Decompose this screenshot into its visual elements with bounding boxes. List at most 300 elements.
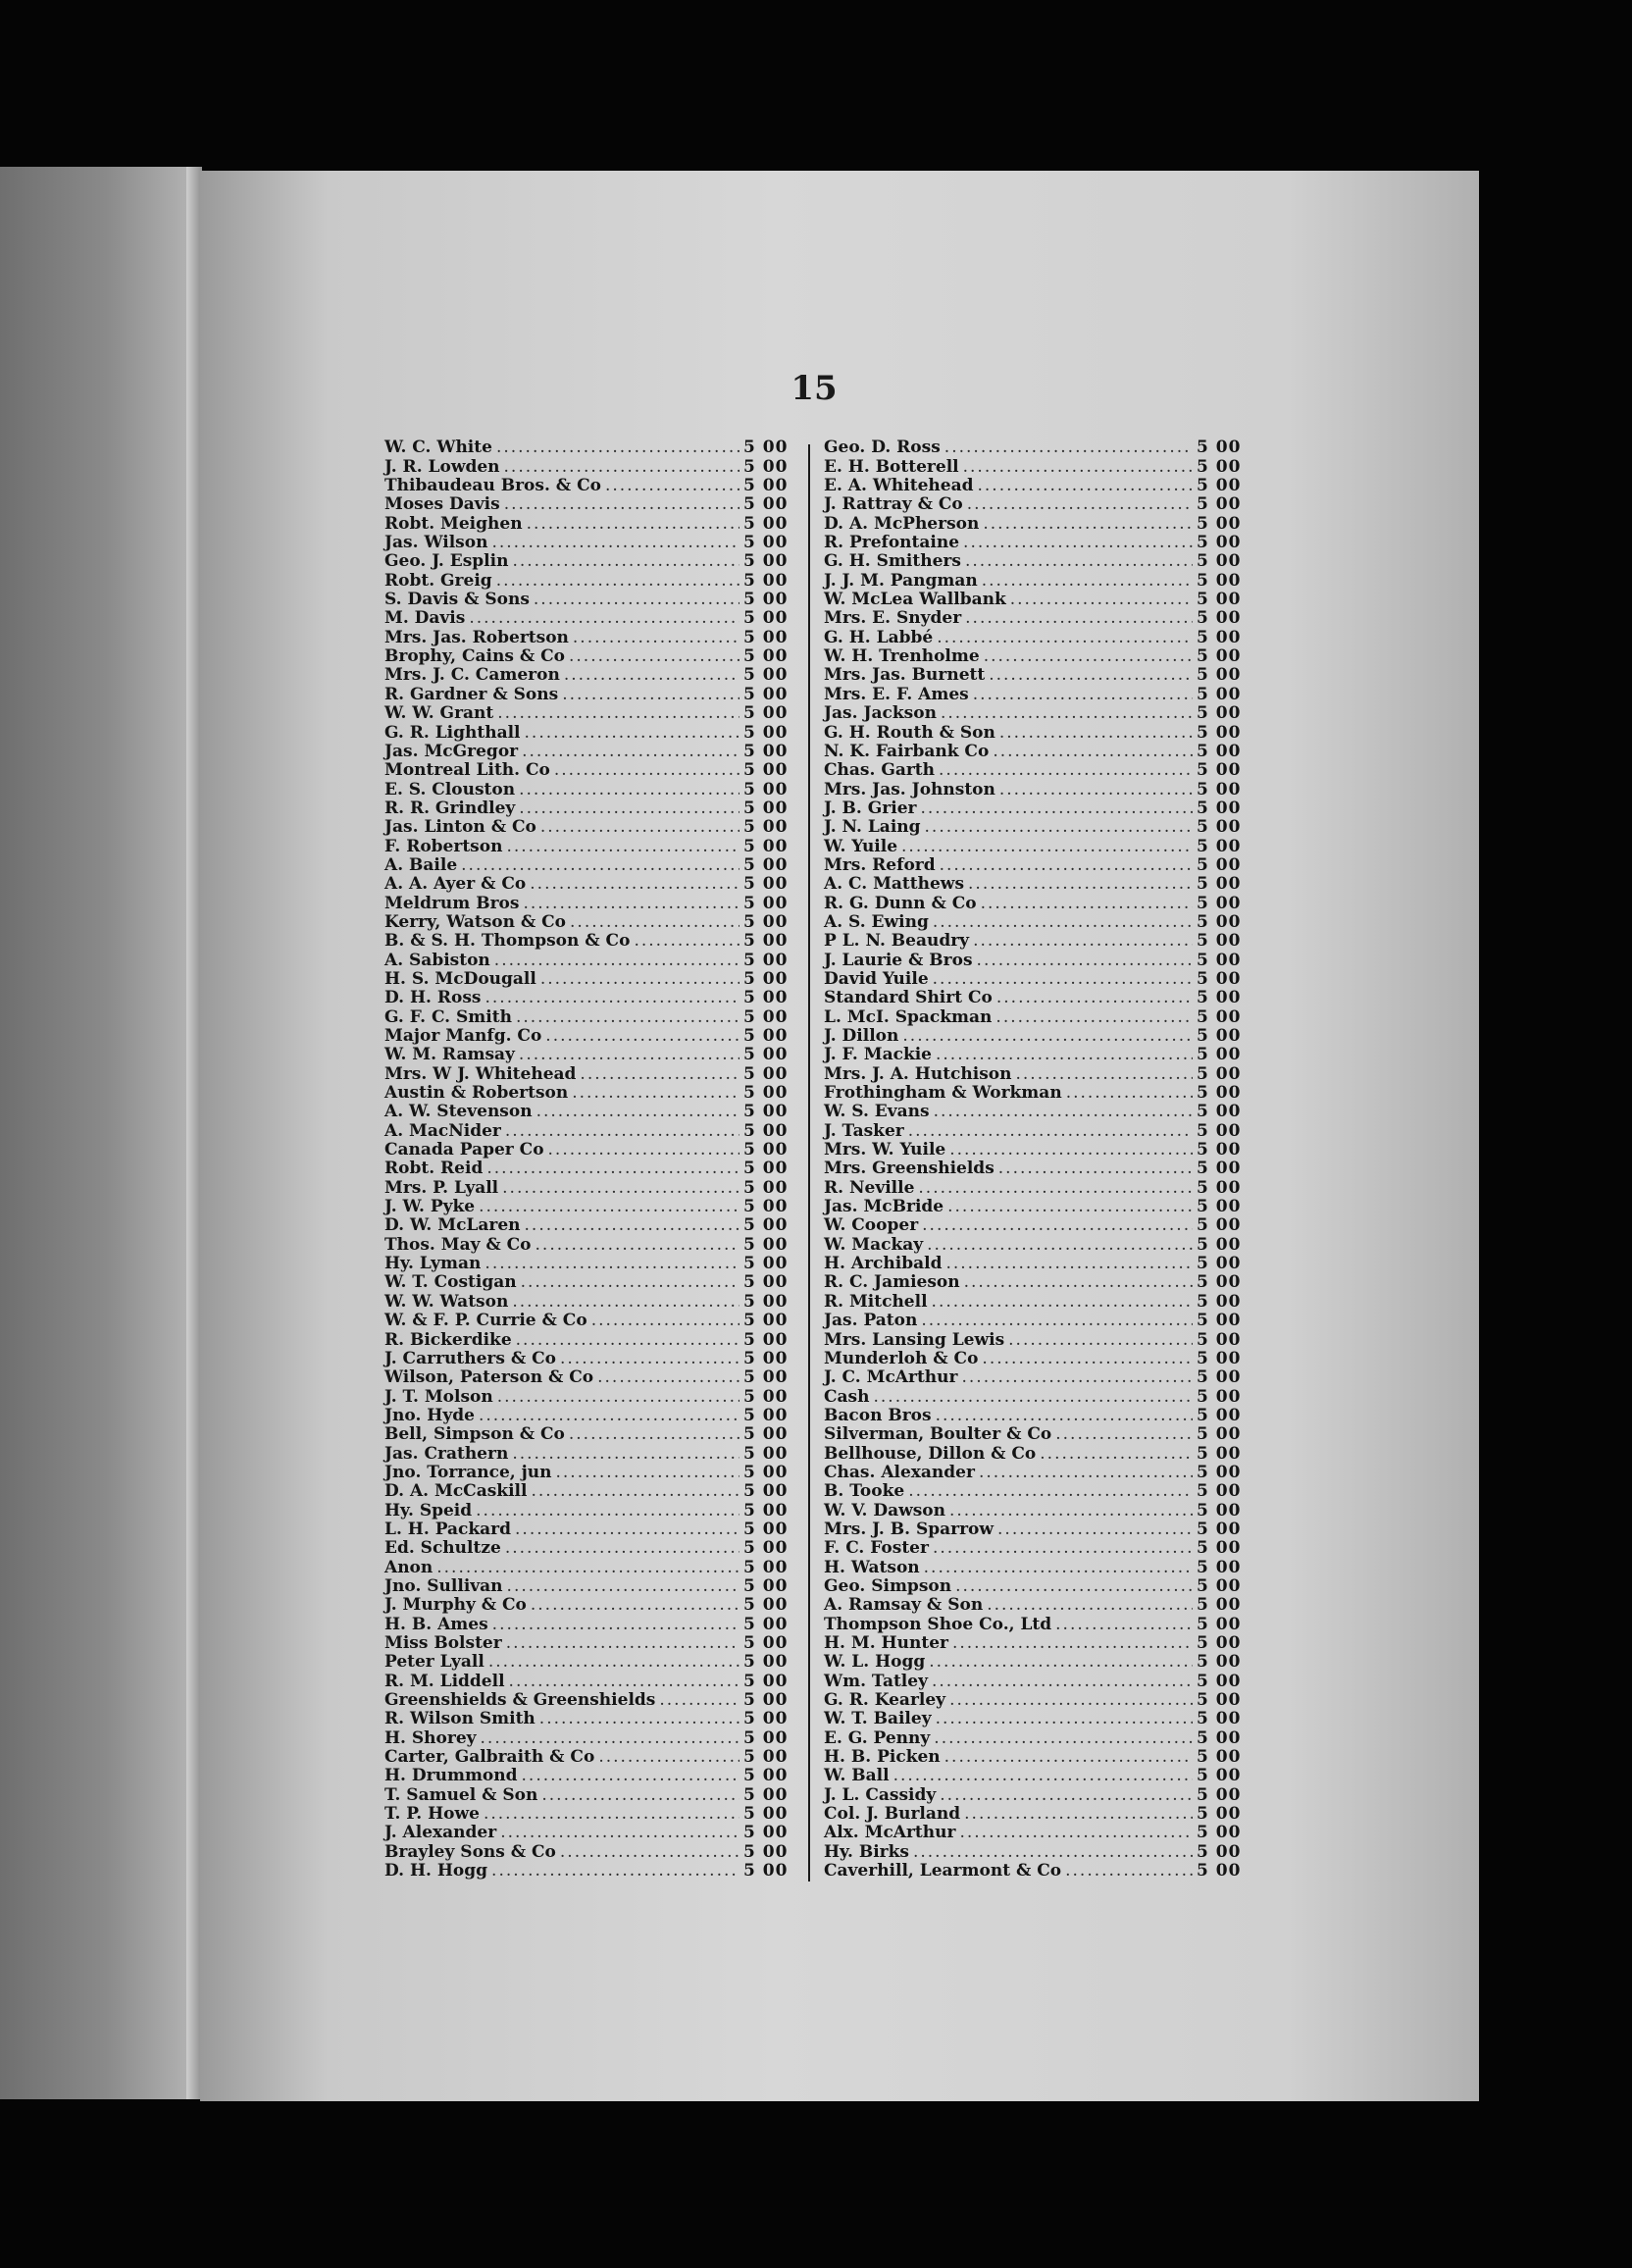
subscriber-name: Mrs. Reford (824, 854, 936, 875)
leader-dots (486, 1160, 740, 1178)
subscriber-row (384, 1444, 787, 1463)
leader-dots (497, 704, 740, 723)
leader-dots (523, 895, 740, 913)
subscription-amount: 5 00 (743, 1690, 789, 1711)
subscriber-name: T. Samuel & Son (384, 1784, 538, 1805)
leader-dots (536, 1236, 740, 1255)
subscription-amount: 5 00 (1197, 1784, 1242, 1805)
leader-dots (525, 1216, 740, 1235)
subscription-amount: 5 00 (1197, 1575, 1242, 1596)
subscriber-name: H. S. McDougall (384, 968, 536, 989)
subscriber-list-right (824, 438, 1240, 1881)
subscriber-name: Bacon Bros (824, 1405, 932, 1425)
leader-dots (996, 989, 1193, 1007)
subscriber-name: W. McLea Wallbank (824, 590, 1006, 610)
leader-dots (525, 724, 740, 743)
leader-dots (913, 1843, 1193, 1862)
leader-dots (949, 1502, 1193, 1521)
subscriber-row (824, 1862, 1240, 1881)
subscriber-row (824, 647, 1240, 666)
subscriber-name: J. B. Grier (824, 798, 917, 818)
leader-dots (999, 781, 1193, 799)
leader-dots (502, 1179, 740, 1198)
subscription-amount: 5 00 (743, 1045, 789, 1065)
leader-dots (569, 1425, 740, 1444)
subscriber-name: Geo. Simpson (824, 1575, 952, 1596)
leader-dots (519, 781, 740, 799)
subscription-amount: 5 00 (743, 1443, 789, 1464)
subscriber-row (824, 1084, 1240, 1103)
leader-dots (936, 1710, 1193, 1728)
subscriber-row (824, 818, 1240, 837)
subscription-amount: 5 00 (743, 533, 789, 553)
leader-dots (572, 1084, 740, 1103)
subscriber-name: Jno. Torrance, jun (384, 1462, 552, 1482)
subscriber-row (824, 685, 1240, 703)
leader-dots (934, 1729, 1193, 1748)
subscription-amount: 5 00 (1197, 911, 1242, 932)
subscription-amount: 5 00 (1197, 1443, 1242, 1464)
subscriber-row (384, 1007, 787, 1026)
subscription-amount: 5 00 (1197, 1841, 1242, 1862)
leader-dots (944, 438, 1193, 457)
subscriber-row (384, 1596, 787, 1615)
leader-dots (506, 838, 740, 856)
subscriber-row (824, 894, 1240, 912)
subscriber-name: N. K. Fairbank Co (824, 741, 990, 761)
subscriber-name: Jas. McGregor (384, 741, 519, 761)
subscriber-name: R. Bickerdike (384, 1329, 512, 1350)
leader-dots (506, 1634, 740, 1653)
leader-dots (922, 1216, 1193, 1235)
subscriber-name: Anon (384, 1557, 434, 1577)
leader-dots (964, 1805, 1193, 1824)
subscriber-row (384, 1728, 787, 1747)
subscriber-name: W. T. Bailey (824, 1709, 932, 1729)
subscriber-name: Bellhouse, Dillon & Co (824, 1443, 1037, 1464)
leader-dots (1008, 1331, 1193, 1350)
subscriber-name: Jas. Jackson (824, 703, 937, 724)
subscriber-row (824, 1596, 1240, 1615)
subscriber-row (384, 1330, 787, 1349)
subscriber-name: W. Cooper (824, 1215, 919, 1236)
leader-dots (937, 629, 1193, 647)
subscriber-name: R. Prefontaine (824, 533, 960, 553)
leader-dots (927, 1236, 1193, 1255)
leader-dots (1065, 1862, 1193, 1881)
subscriber-row (384, 685, 787, 703)
subscriber-name: Mrs. E. F. Ames (824, 684, 969, 704)
leader-dots (491, 1862, 740, 1881)
leader-dots (968, 875, 1193, 894)
subscriber-row (384, 1273, 787, 1292)
subscription-amount: 5 00 (1197, 1140, 1242, 1160)
leader-dots (476, 1502, 740, 1521)
subscriber-name: Wilson, Paterson & Co (384, 1367, 594, 1388)
subscriber-name: Munderloh & Co (824, 1348, 979, 1368)
subscriber-row (824, 1425, 1240, 1444)
subscription-amount: 5 00 (743, 646, 789, 667)
subscriber-row (384, 495, 787, 514)
subscriber-name: W. M. Ramsay (384, 1045, 515, 1065)
subscriber-row (824, 1178, 1240, 1197)
subscriber-row (384, 856, 787, 875)
subscription-amount: 5 00 (1197, 1538, 1242, 1559)
subscriber-row (384, 1084, 787, 1103)
subscription-amount: 5 00 (743, 1575, 789, 1596)
subscriber-name: E. H. Botterell (824, 456, 959, 477)
subscriber-row (824, 1064, 1240, 1083)
subscription-amount: 5 00 (743, 476, 789, 496)
subscription-amount: 5 00 (1197, 1006, 1242, 1027)
subscription-amount: 5 00 (743, 1140, 789, 1160)
leader-dots (515, 1521, 740, 1539)
subscriber-row (384, 1407, 787, 1425)
subscription-amount: 5 00 (1197, 1120, 1242, 1141)
subscriber-name: W. W. Grant (384, 703, 494, 724)
subscriber-row (384, 932, 787, 951)
subscription-amount: 5 00 (743, 1500, 789, 1521)
subscriber-row (824, 1767, 1240, 1785)
subscriber-name: H. M. Hunter (824, 1633, 948, 1653)
subscription-amount: 5 00 (1197, 988, 1242, 1008)
leader-dots (932, 1673, 1193, 1691)
subscriber-name: R. Neville (824, 1177, 915, 1198)
subscriber-row (824, 1615, 1240, 1633)
subscription-amount: 5 00 (1197, 1083, 1242, 1104)
subscriber-name: W. Mackay (824, 1234, 924, 1255)
subscriber-name: Thompson Shoe Co., Ltd (824, 1614, 1052, 1634)
leader-dots (1010, 591, 1193, 609)
subscriber-name: J. Carruthers & Co (384, 1348, 556, 1368)
subscription-amount: 5 00 (1197, 646, 1242, 667)
subscriber-name: D. H. Ross (384, 988, 482, 1008)
subscription-amount: 5 00 (1197, 950, 1242, 970)
subscriber-row (384, 1521, 787, 1539)
subscriber-row (384, 837, 787, 855)
subscriber-row (824, 932, 1240, 951)
subscriber-name: H. B. Ames (384, 1614, 488, 1634)
subscription-amount: 5 00 (1197, 1102, 1242, 1122)
subscriber-row (384, 1235, 787, 1254)
leader-dots (984, 647, 1193, 666)
subscription-amount: 5 00 (1197, 1424, 1242, 1445)
subscription-amount: 5 00 (1197, 1063, 1242, 1084)
subscriber-row (824, 1521, 1240, 1539)
subscriber-name: Carter, Galbraith & Co (384, 1747, 595, 1768)
subscriber-name: R. Wilson Smith (384, 1709, 536, 1729)
subscriber-name: Canada Paper Co (384, 1140, 544, 1160)
subscriber-name: A. Sabiston (384, 950, 490, 970)
leader-dots (945, 1255, 1193, 1273)
subscriber-name: E. G. Penny (824, 1727, 931, 1748)
subscriber-row (384, 1027, 787, 1046)
subscription-amount: 5 00 (743, 1367, 789, 1388)
leader-dots (959, 1824, 1193, 1842)
subscription-amount: 5 00 (1197, 1291, 1242, 1312)
subscription-amount: 5 00 (1197, 684, 1242, 704)
subscription-amount: 5 00 (1197, 1386, 1242, 1407)
subscriber-row (824, 1501, 1240, 1520)
subscriber-name: W. Ball (824, 1766, 890, 1786)
subscriber-row (384, 1691, 787, 1710)
subscription-amount: 5 00 (1197, 1747, 1242, 1768)
subscriber-name: Mrs. W J. Whitehead (384, 1063, 577, 1084)
leader-dots (570, 913, 740, 932)
subscriber-name: Wm. Tatley (824, 1671, 928, 1691)
subscriber-row (824, 913, 1240, 932)
subscriber-row (384, 818, 787, 837)
leader-dots (977, 952, 1193, 970)
subscription-amount: 5 00 (743, 627, 789, 647)
leader-dots (519, 1046, 740, 1064)
subscriber-name: A. Ramsay & Son (824, 1595, 984, 1616)
subscriber-name: Mrs. Jas. Johnston (824, 779, 995, 799)
subscription-amount: 5 00 (1197, 1177, 1242, 1198)
subscriber-row (824, 1539, 1240, 1558)
subscriber-row (824, 951, 1240, 969)
subscriber-row (824, 666, 1240, 685)
subscription-amount: 5 00 (1197, 1500, 1242, 1521)
subscriber-name: L. McI. Spackman (824, 1006, 993, 1027)
subscription-amount: 5 00 (743, 1311, 789, 1331)
subscription-amount: 5 00 (1197, 1367, 1242, 1388)
subscription-amount: 5 00 (1197, 874, 1242, 895)
subscriber-name: R. G. Dunn & Co (824, 893, 977, 913)
subscriber-name: W. T. Costigan (384, 1272, 517, 1293)
subscriber-row (384, 609, 787, 628)
subscription-amount: 5 00 (743, 1841, 789, 1862)
subscriber-name: Thos. May & Co (384, 1234, 532, 1255)
subscriber-name: Major Manfg. Co (384, 1026, 542, 1046)
subscription-amount: 5 00 (1197, 1159, 1242, 1179)
subscriber-row (824, 1785, 1240, 1804)
subscriber-name: S. Davis & Sons (384, 590, 530, 610)
subscriber-name: H. Archibald (824, 1254, 943, 1274)
leader-dots (504, 458, 740, 477)
subscriber-name: F. C. Foster (824, 1538, 929, 1559)
subscriber-row (824, 799, 1240, 818)
subscription-amount: 5 00 (1197, 1462, 1242, 1482)
subscriber-name: E. S. Clouston (384, 779, 516, 799)
subscriber-name: W. & F. P. Currie & Co (384, 1311, 587, 1331)
subscriber-row (824, 1368, 1240, 1387)
leader-dots (539, 1710, 740, 1728)
leader-dots (979, 1464, 1193, 1482)
leader-dots (929, 1653, 1193, 1672)
subscription-amount: 5 00 (1197, 1671, 1242, 1691)
leader-dots (965, 609, 1193, 628)
subscription-amount: 5 00 (743, 968, 789, 989)
subscription-amount: 5 00 (743, 1006, 789, 1027)
leader-dots (982, 1350, 1193, 1368)
leader-dots (560, 1350, 740, 1368)
subscription-amount: 5 00 (1197, 722, 1242, 743)
subscriber-row (824, 438, 1240, 457)
subscriber-name: Mrs. Jas. Burnett (824, 665, 986, 686)
leader-dots (893, 1767, 1193, 1785)
subscription-amount: 5 00 (743, 1424, 789, 1445)
subscription-amount: 5 00 (743, 1823, 789, 1843)
subscription-amount: 5 00 (743, 1215, 789, 1236)
leader-dots (484, 1805, 740, 1824)
subscription-amount: 5 00 (1197, 476, 1242, 496)
subscriber-row (384, 1368, 787, 1387)
subscriber-row (384, 704, 787, 723)
subscriber-row (824, 989, 1240, 1007)
subscription-amount: 5 00 (743, 1462, 789, 1482)
subscription-amount: 5 00 (743, 1557, 789, 1577)
subscriber-row (824, 1141, 1240, 1160)
leader-dots (512, 552, 740, 571)
subscriber-name: W. W. Watson (384, 1291, 509, 1312)
subscription-amount: 5 00 (743, 874, 789, 895)
subscriber-row (824, 1634, 1240, 1653)
subscriber-name: Greenshields & Greenshields (384, 1690, 656, 1711)
subscriber-row (824, 552, 1240, 571)
leader-dots (940, 856, 1193, 875)
subscriber-name: Frothingham & Workman (824, 1083, 1062, 1104)
subscriber-name: A. MacNider (384, 1120, 501, 1141)
subscription-amount: 5 00 (1197, 456, 1242, 477)
subscriber-row (384, 1862, 787, 1881)
subscriber-row (824, 1235, 1240, 1254)
subscriber-row (824, 1728, 1240, 1747)
subscriber-row (384, 780, 787, 799)
subscriber-row (824, 875, 1240, 894)
subscription-amount: 5 00 (1197, 1557, 1242, 1577)
subscriber-row (384, 970, 787, 989)
leader-dots (963, 534, 1193, 552)
subscriber-name: W. L. Hogg (824, 1652, 926, 1673)
subscriber-name: Mrs. Greenshields (824, 1159, 994, 1179)
subscription-amount: 5 00 (1197, 1197, 1242, 1217)
subscription-amount: 5 00 (743, 438, 789, 458)
subscriber-row (384, 1824, 787, 1842)
subscriber-name: J. Alexander (384, 1823, 497, 1843)
subscriber-row (384, 799, 787, 818)
subscriber-name: Miss Bolster (384, 1633, 502, 1653)
subscription-amount: 5 00 (743, 1063, 789, 1084)
subscriber-row (384, 1501, 787, 1520)
subscription-amount: 5 00 (1197, 627, 1242, 647)
subscriber-row (384, 1387, 787, 1406)
leader-dots (920, 799, 1193, 818)
subscription-amount: 5 00 (743, 1595, 789, 1616)
subscriber-row (824, 1482, 1240, 1501)
subscriber-row (384, 1121, 787, 1140)
subscriber-row (384, 647, 787, 666)
subscription-amount: 5 00 (1197, 893, 1242, 913)
column-divider (808, 444, 810, 1881)
subscriber-name: J. C. McArthur (824, 1367, 958, 1388)
subscriber-name: Jno. Sullivan (384, 1575, 503, 1596)
leader-dots (924, 1559, 1193, 1577)
subscription-amount: 5 00 (743, 1633, 789, 1653)
subscriber-row (824, 837, 1240, 855)
subscriber-row (824, 761, 1240, 780)
subscriber-row (384, 1216, 787, 1235)
subscription-amount: 5 00 (1197, 1652, 1242, 1673)
subscriber-row (824, 1255, 1240, 1273)
subscription-amount: 5 00 (1197, 551, 1242, 572)
leader-dots (496, 438, 740, 457)
leader-dots (963, 458, 1193, 477)
leader-dots (934, 1103, 1193, 1121)
subscriber-name: J. R. Lowden (384, 456, 500, 477)
leader-dots (983, 515, 1193, 534)
leader-dots (940, 1786, 1193, 1805)
subscriber-row (824, 1312, 1240, 1330)
subscription-amount: 5 00 (743, 608, 789, 629)
subscriber-list-left (384, 438, 787, 1881)
subscriber-name: L. H. Packard (384, 1519, 512, 1539)
subscription-amount: 5 00 (743, 950, 789, 970)
subscription-amount: 5 00 (743, 854, 789, 875)
subscriber-row (384, 552, 787, 571)
subscriber-name: Moses Davis (384, 494, 500, 515)
subscriber-name: Bell, Simpson & Co (384, 1424, 565, 1445)
subscriber-name: D. H. Hogg (384, 1861, 488, 1881)
subscription-amount: 5 00 (1197, 1690, 1242, 1711)
subscription-amount: 5 00 (743, 1234, 789, 1255)
subscriber-row (824, 780, 1240, 799)
subscription-amount: 5 00 (1197, 1329, 1242, 1350)
subscription-amount: 5 00 (743, 1329, 789, 1350)
subscription-amount: 5 00 (1197, 513, 1242, 534)
subscription-amount: 5 00 (1197, 703, 1242, 724)
subscriber-row (384, 1615, 787, 1633)
subscriber-name: A. A. Ayer & Co (384, 874, 527, 895)
subscription-amount: 5 00 (743, 911, 789, 932)
leader-dots (901, 838, 1193, 856)
subscriber-name: Cash (824, 1386, 870, 1407)
subscription-amount: 5 00 (743, 590, 789, 610)
subscriber-row (824, 1672, 1240, 1690)
subscription-amount: 5 00 (743, 456, 789, 477)
subscription-amount: 5 00 (743, 513, 789, 534)
subscriber-row (384, 1748, 787, 1767)
subscription-amount: 5 00 (743, 1026, 789, 1046)
subscriber-name: Jas. Linton & Co (384, 817, 536, 838)
leader-dots (504, 495, 740, 514)
subscriber-row (824, 1103, 1240, 1121)
leader-dots (949, 1691, 1193, 1710)
leader-dots (925, 818, 1193, 837)
subscriber-name: Col. J. Burland (824, 1804, 961, 1825)
subscription-amount: 5 00 (1197, 1727, 1242, 1748)
subscriber-name: Robt. Greig (384, 570, 492, 591)
leader-dots (500, 1824, 740, 1842)
subscriber-row (384, 951, 787, 969)
subscriber-row (824, 1198, 1240, 1216)
subscriber-name: R. Gardner & Sons (384, 684, 559, 704)
subscription-amount: 5 00 (1197, 931, 1242, 952)
leader-dots (932, 1293, 1193, 1312)
subscriber-row (384, 1255, 787, 1273)
leader-dots (989, 666, 1193, 685)
subscriber-row (384, 1178, 787, 1197)
subscriber-name: D. A. McPherson (824, 513, 980, 534)
subscription-amount: 5 00 (1197, 1254, 1242, 1274)
subscriber-name: Brayley Sons & Co (384, 1841, 556, 1862)
subscriber-name: J. W. Pyke (384, 1197, 476, 1217)
subscriber-name: R. Mitchell (824, 1291, 928, 1312)
subscriber-row (824, 1407, 1240, 1425)
subscriber-row (384, 1842, 787, 1861)
subscriber-row (824, 1007, 1240, 1026)
subscription-amount: 5 00 (1197, 1405, 1242, 1425)
